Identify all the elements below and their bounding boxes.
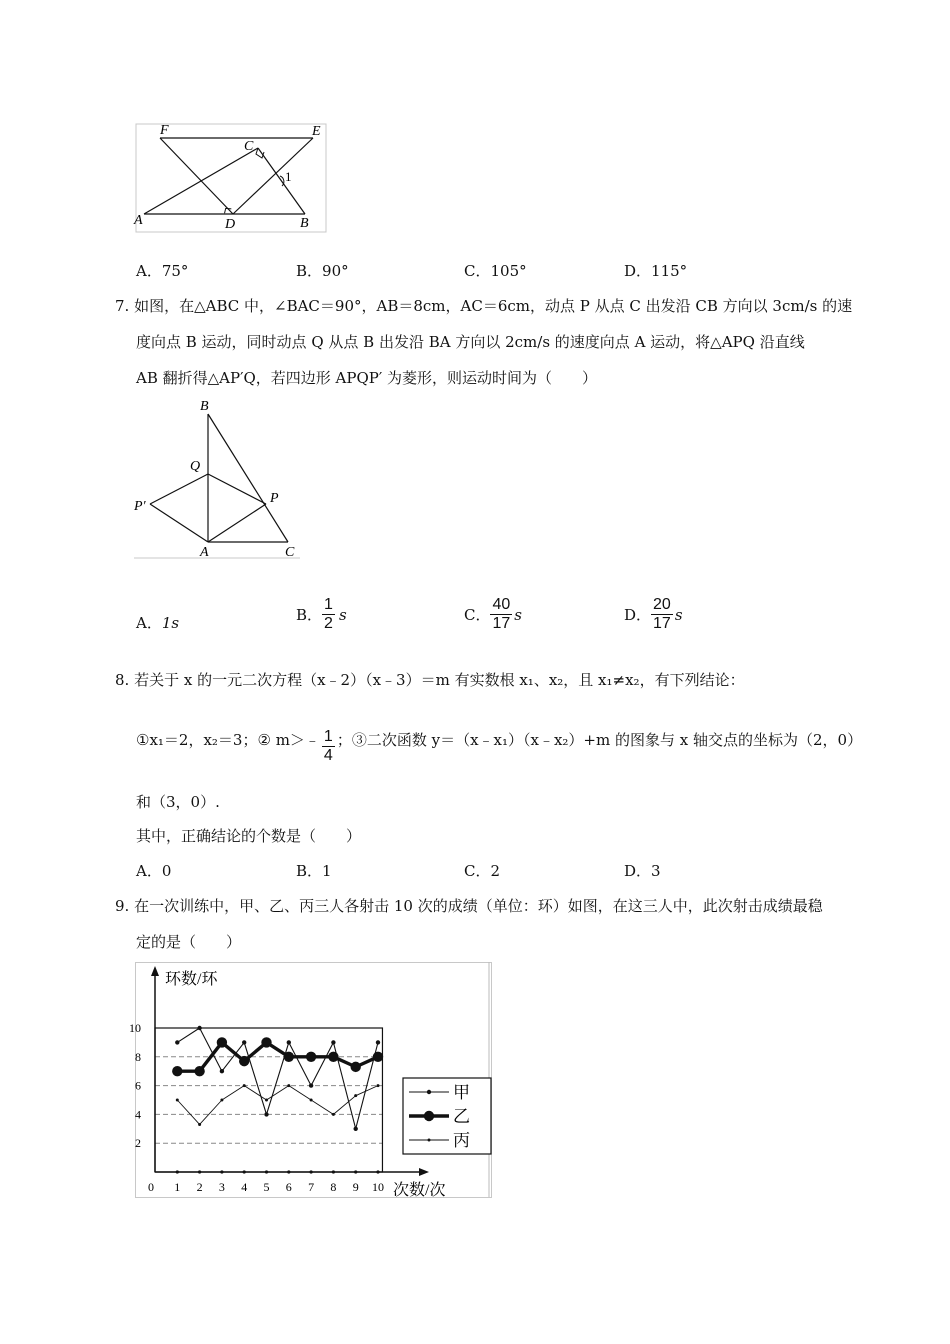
x-tick-dot (332, 1170, 335, 1173)
series-jia-point (175, 1040, 179, 1044)
option-letter: C． (464, 262, 491, 280)
series-bing (176, 1084, 380, 1126)
series-bing-point (220, 1099, 223, 1102)
label-f: F (160, 123, 169, 138)
label-p: P (270, 491, 279, 506)
series-bing-line (177, 1086, 378, 1125)
q8-line-3: 和（3，0）. (136, 793, 220, 811)
line-cb (258, 148, 305, 214)
option-text: 90° (322, 262, 349, 280)
q7-option-a[interactable] (136, 612, 179, 633)
series-jia-point (331, 1040, 335, 1044)
q6-option-b[interactable] (296, 260, 349, 281)
unit: s (338, 605, 347, 624)
option-letter: B． (296, 262, 323, 280)
fraction (490, 596, 512, 633)
series-bing-point (265, 1099, 268, 1102)
x-tick-label: 4 (241, 1180, 248, 1194)
series-yi-point (373, 1052, 383, 1062)
series-yi-point (217, 1037, 227, 1047)
label-b: B (300, 216, 309, 231)
label-a: A (200, 545, 209, 560)
series-bing-point (198, 1123, 201, 1126)
x-tick-label: 0 (148, 1180, 154, 1194)
q8-line-2-part-b: ；③二次函数 y＝（x﹣x₁）（x﹣x₂）+m 的图象与 x 轴交点的坐标为（2，0） (336, 731, 863, 749)
option-text: 75° (161, 262, 189, 280)
x-tick-dot (310, 1170, 313, 1173)
q6-option-d[interactable] (624, 260, 687, 281)
unit: s (674, 605, 683, 624)
y-axis-arrow (151, 966, 159, 976)
q6-geometry-figure (130, 118, 335, 236)
series-bing-point (354, 1094, 357, 1097)
legend-label: 甲 (453, 1083, 470, 1102)
series-yi-point (172, 1066, 182, 1076)
label-p-prime: P′ (134, 499, 146, 514)
denominator: 2 (324, 615, 333, 632)
line-ac (144, 148, 258, 214)
numerator: 40 (492, 596, 511, 613)
series-yi-point (194, 1066, 204, 1076)
option-letter: A． (136, 262, 162, 280)
option-text: 115° (651, 262, 688, 280)
x-tick-dot (287, 1170, 290, 1173)
series-bing-point (243, 1084, 246, 1087)
option-text: 2 (490, 862, 501, 880)
option-letter: B． (296, 862, 323, 880)
x-tick-label: 9 (352, 1180, 359, 1194)
series-jia-point (376, 1040, 380, 1044)
option-letter: B． (296, 606, 323, 624)
chart-legend (403, 1078, 491, 1154)
q8-line-2 (136, 728, 862, 765)
option-text: 1s (161, 614, 180, 632)
q8-option-c[interactable] (464, 860, 500, 881)
x-tick-label: 10 (372, 1180, 384, 1194)
x-tick-dot (265, 1170, 268, 1173)
x-tick-label: 2 (196, 1180, 203, 1194)
series-bing-point (176, 1099, 179, 1102)
series-jia-point (309, 1083, 313, 1087)
y-tick-label: 4 (135, 1107, 141, 1122)
fraction (322, 596, 335, 633)
option-letter: D． (624, 262, 652, 280)
numerator: 20 (653, 596, 671, 613)
chart-series (172, 1026, 383, 1131)
series-jia-point (264, 1112, 268, 1116)
x-tick-dot (354, 1170, 357, 1173)
option-text: 0 (161, 862, 172, 880)
axis-ticks (129, 1021, 384, 1194)
q8-line-1: 8. 若关于 x 的一元二次方程（x﹣2）（x﹣3）＝m 有实数根 x₁、x₂，且 x₁≠x₂，有下列结论： (115, 671, 745, 689)
fraction-one-quarter (322, 728, 335, 765)
label-b: B (200, 399, 209, 414)
q7-line-1: 7. 如图，在△ABC 中，∠BAC＝90°，AB＝8cm，AC＝6cm，动点 P 从点 C 出发沿 CB 方向以 3cm/s 的速 (115, 297, 853, 315)
option-text: 105° (490, 262, 527, 280)
y-tick-label: 10 (129, 1021, 141, 1035)
legend-marker (424, 1111, 434, 1121)
legend-marker (428, 1139, 431, 1142)
label-c: C (244, 139, 254, 154)
line-fd (160, 138, 233, 214)
shooting-scores-chart (129, 962, 495, 1202)
label-d: D (225, 217, 236, 232)
q7-option-d[interactable] (624, 596, 683, 633)
label-e: E (312, 124, 321, 139)
option-text: 3 (651, 862, 661, 880)
q8-option-d[interactable] (624, 860, 661, 881)
denominator: 17 (653, 615, 671, 632)
q9-line-1: 9. 在一次训练中，甲、乙、丙三人各射击 10 次的成绩（单位：环）如图，在这三人中，此次射击成绩最稳 (115, 897, 823, 915)
series-jia-point (287, 1040, 291, 1044)
option-letter: C． (464, 862, 491, 880)
option-letter: D． (624, 606, 652, 624)
series-jia-point (354, 1127, 358, 1131)
label-a: A (134, 213, 143, 228)
option-letter: C． (464, 606, 491, 624)
side-bc (208, 414, 288, 542)
x-tick-dot (198, 1170, 201, 1173)
legend-label: 丙 (453, 1131, 470, 1150)
q8-option-a[interactable] (136, 860, 171, 881)
label-c: C (285, 545, 295, 560)
series-yi-point (261, 1037, 271, 1047)
series-jia (175, 1026, 380, 1131)
x-tick-label: 3 (218, 1180, 225, 1194)
option-text: 1 (322, 862, 332, 880)
q7-geometry-figure (130, 396, 310, 564)
series-bing-point (287, 1084, 290, 1087)
denominator: 4 (323, 747, 333, 764)
series-yi-point (328, 1052, 338, 1062)
x-tick-label: 8 (330, 1180, 337, 1194)
label-q: Q (190, 459, 201, 474)
series-bing-point (332, 1113, 335, 1116)
series-jia-point (197, 1026, 201, 1030)
q8-line-4: 其中，正确结论的个数是（ ） (136, 827, 362, 845)
q8-option-b[interactable] (296, 860, 332, 881)
y-axis-label: 环数/环 (165, 971, 218, 988)
series-bing-point (377, 1084, 380, 1087)
series-yi-point (351, 1062, 361, 1072)
q7-option-b[interactable] (296, 596, 347, 633)
series-yi-point (306, 1052, 316, 1062)
x-tick-label: 7 (308, 1180, 315, 1194)
y-tick-label: 2 (135, 1136, 141, 1151)
series-jia-line (177, 1028, 378, 1129)
q8-line-2-part-a: ①x₁＝2，x₂＝3；② m＞﹣ (136, 731, 320, 749)
numerator: 1 (323, 728, 333, 745)
x-tick-label: 1 (174, 1180, 181, 1194)
x-axis-label: 次数/次 (393, 1182, 446, 1199)
series-yi-point (284, 1052, 294, 1062)
option-letter: D． (624, 862, 652, 880)
label-angle-1: 1 (285, 169, 292, 184)
q7-line-3: AB 翻折得△AP′Q，若四边形 APQP′ 为菱形，则运动时间为（ ） (136, 369, 598, 387)
series-jia-point (242, 1040, 246, 1044)
x-axis-arrow (419, 1168, 429, 1176)
legend-label: 乙 (453, 1107, 470, 1126)
numerator: 1 (324, 596, 333, 613)
series-jia-point (220, 1069, 224, 1073)
series-bing-point (310, 1099, 313, 1102)
series-yi-point (239, 1056, 249, 1066)
q6-option-a[interactable] (136, 260, 188, 281)
x-tick-dot (243, 1170, 246, 1173)
legend-marker (427, 1090, 431, 1094)
y-tick-label: 6 (135, 1078, 141, 1093)
x-tick-label: 6 (285, 1180, 292, 1194)
denominator: 17 (492, 615, 511, 632)
q6-option-c[interactable] (464, 260, 527, 281)
fraction (651, 596, 673, 633)
option-letter: A． (136, 614, 162, 632)
x-tick-dot (376, 1170, 379, 1173)
unit: s (514, 605, 522, 624)
q9-line-2: 定的是（ ） (136, 933, 242, 951)
q7-option-c[interactable] (464, 596, 522, 633)
y-tick-label: 8 (135, 1049, 141, 1064)
option-letter: A． (136, 862, 162, 880)
x-tick-dot (220, 1170, 223, 1173)
x-tick-dot (176, 1170, 179, 1173)
x-tick-label: 5 (263, 1180, 270, 1194)
q7-line-2: 度向点 B 运动，同时动点 Q 从点 B 出发沿 BA 方向以 2cm/s 的速度向点 A 运动，将△APQ 沿直线 (136, 333, 805, 351)
